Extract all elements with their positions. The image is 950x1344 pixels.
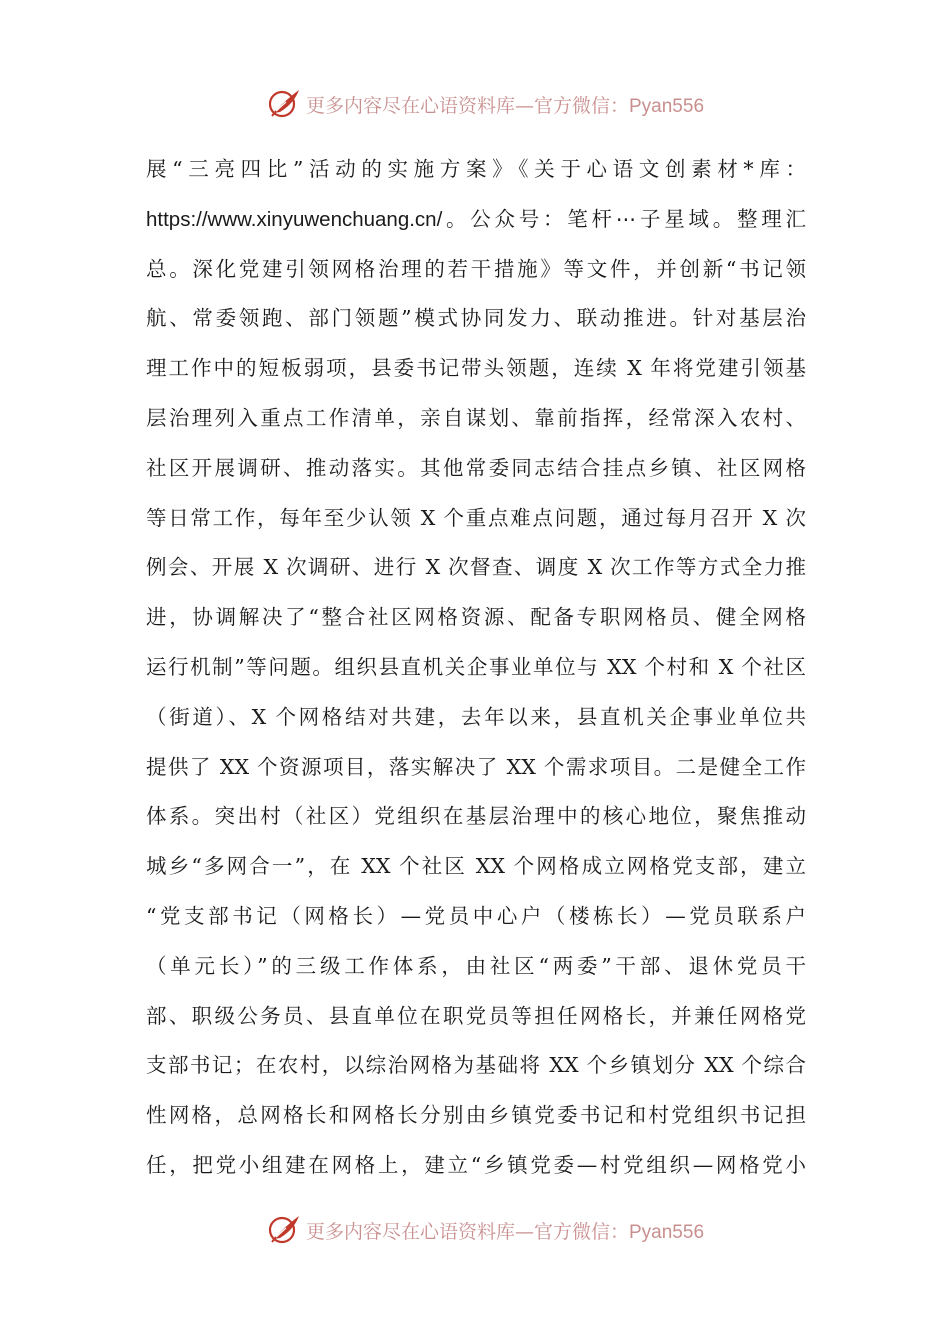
body-text-line: 部、职级公务员、县直单位在职党员等担任网格长，并兼任网格党	[146, 1003, 806, 1028]
footer-banner-slogan: 更多内容尽在心语资料库—官方微信：	[305, 1220, 629, 1243]
body-text-line: 性网格，总网格长和网格长分别由乡镇党委书记和村党组织书记担	[146, 1103, 806, 1128]
body-text-line: 理工作中的短板弱项，县委书记带头领题，连续 X 年将党建引领基	[146, 356, 806, 381]
body-text-line: 等日常工作，每年至少认领 X 个重点难点问题，通过每月召开 X 次	[146, 505, 806, 530]
header-banner-text	[306, 91, 704, 118]
footer-banner-text	[306, 1217, 704, 1244]
body-text-line: 提供了 XX 个资源项目，落实解决了 XX 个需求项目。二是健全工作	[146, 754, 806, 779]
body-text-line: 展“三亮四比”活动的实施方案》《关于心语文创素材*库：	[146, 157, 806, 181]
body-text-line: （街道）、X 个网格结对共建，去年以来，县直机关企事业单位共	[146, 704, 806, 729]
body-text-line: 层治理列入重点工作清单，亲自谋划、靠前指挥，经常深入农村、	[146, 405, 806, 430]
body-text-line: 运行机制”等问题。组织县直机关企事业单位与 XX 个村和 X 个社区	[146, 654, 806, 679]
quill-logo-icon	[266, 1212, 302, 1248]
header-banner-wechat-id: Pyan556	[629, 95, 705, 117]
body-text-line: 体系。突出村（社区）党组织在基层治理中的核心地位，聚焦推动	[146, 804, 806, 829]
quill-logo-icon	[266, 86, 302, 122]
body-text-line: “党支部书记（网格长）—党员中心户（楼栋长）—党员联系户	[146, 903, 806, 928]
body-text-line: 任，把党小组建在网格上，建立“乡镇党委—村党组织—网格党小	[146, 1152, 806, 1177]
body-text-line: https://www.xinyuwenchuang.cn/。公众号：笔杆⋯子星域。整理汇	[146, 207, 806, 231]
body-text-line: 总。深化党建引领网格治理的若干措施》等文件，并创新“书记领	[146, 256, 806, 281]
body-text-line: 进，协调解决了“整合社区网格资源、配备专职网格员、健全网格	[146, 605, 806, 630]
header-banner	[0, 84, 950, 124]
body-text-line: （单元长）”的三级工作体系，由社区“两委”干部、退休党员干	[146, 953, 806, 978]
header-banner-slogan: 更多内容尽在心语资料库—官方微信：	[305, 94, 629, 117]
header-banner-content	[266, 86, 704, 122]
footer-banner-content	[266, 1212, 704, 1248]
body-text-line: 航、常委领跑、部门领题”模式协同发力、联动推进。针对基层治	[146, 306, 806, 331]
footer-banner-wechat-id: Pyan556	[629, 1221, 705, 1243]
body-text-line: 城乡“多网合一”，在 XX 个社区 XX 个网格成立网格党支部，建立	[146, 854, 806, 879]
body-text-line: 例会、开展 X 次调研、进行 X 次督查、调度 X 次工作等方式全力推	[146, 555, 806, 580]
document-body	[146, 145, 806, 1191]
body-text-line: 社区开展调研、推动落实。其他常委同志结合挂点乡镇、社区网格	[146, 455, 806, 480]
footer-banner	[0, 1210, 950, 1250]
body-text-line: 支部书记；在农村，以综治网格为基础将 XX 个乡镇划分 XX 个综合	[146, 1053, 806, 1078]
